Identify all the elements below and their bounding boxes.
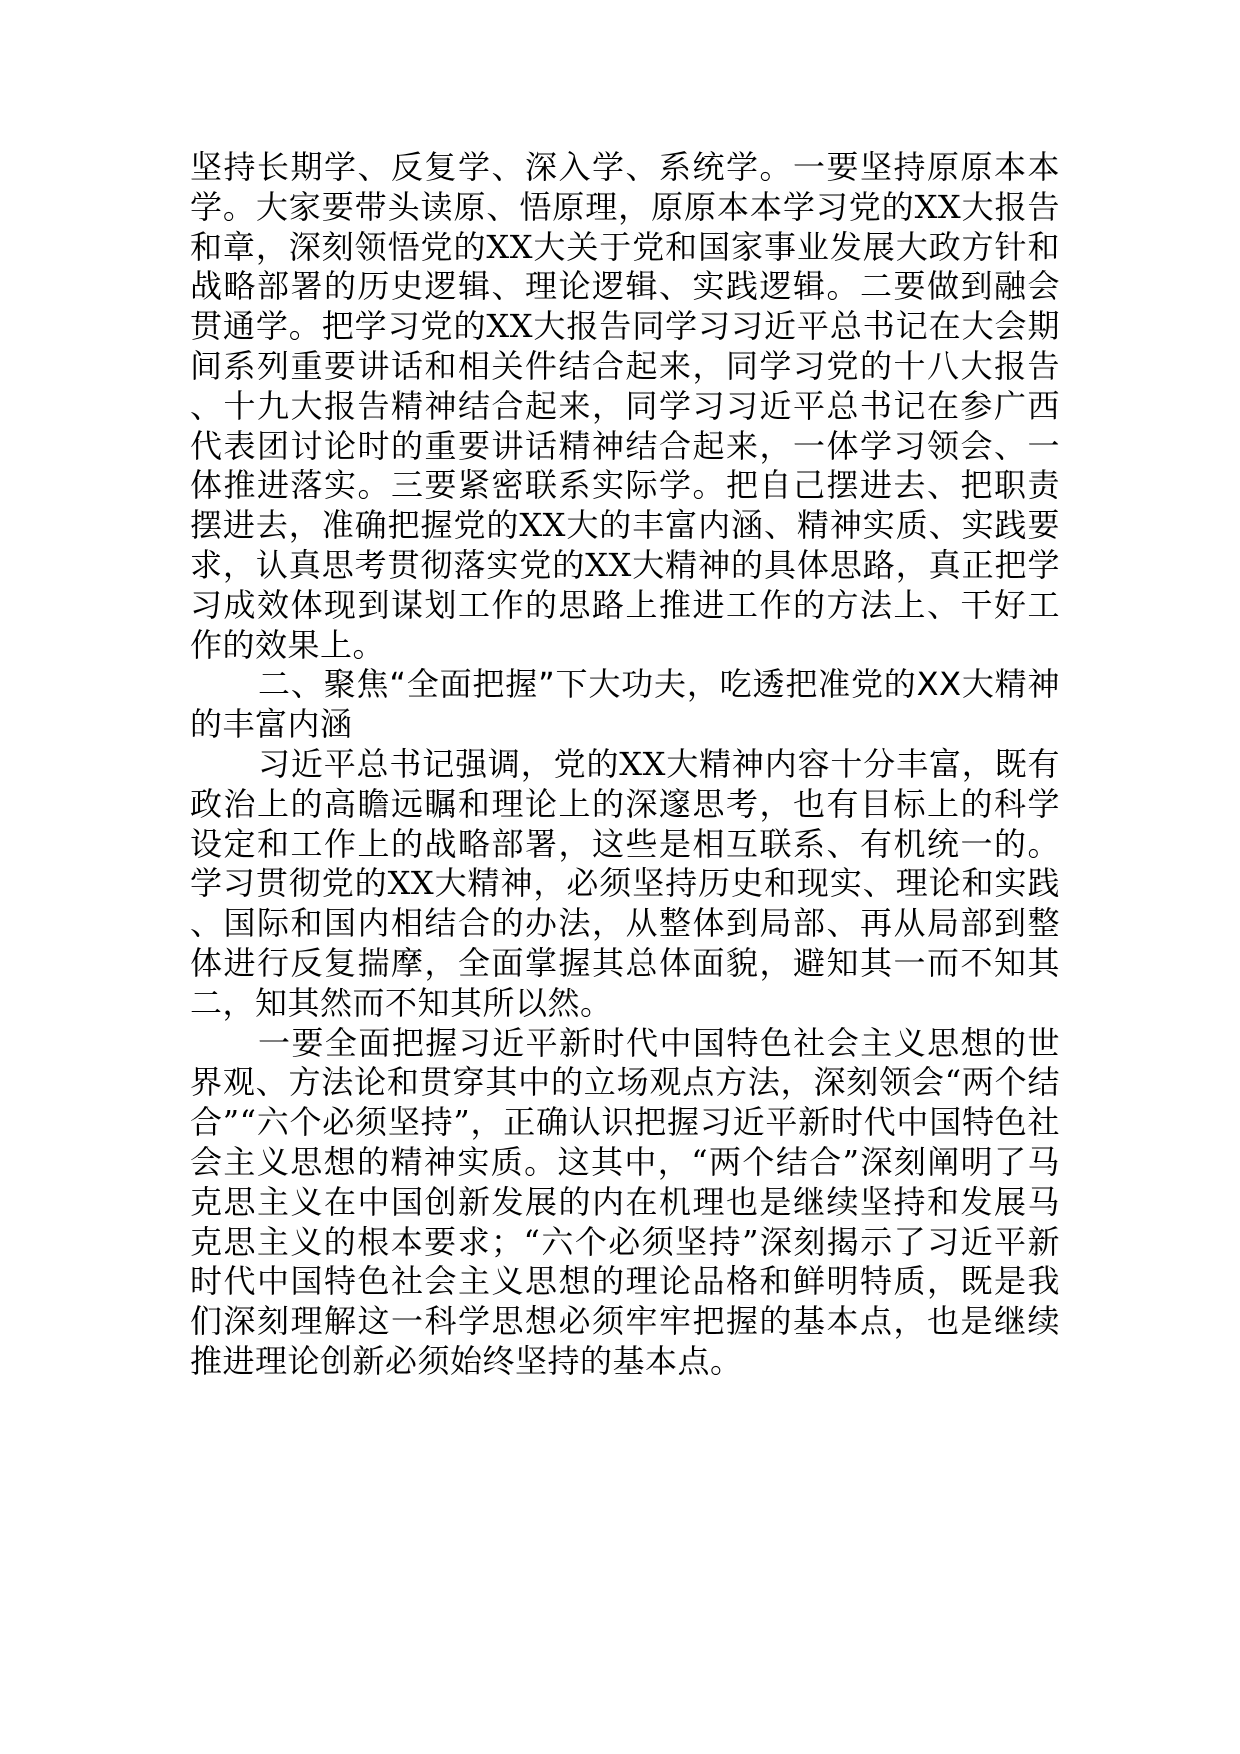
- paragraph-study-methods: 坚持长期学、反复学、深入学、系统学。一要坚持原原本本学。大家要带头读原、悟原理，原原本本学习党的XX大报告和章，深刻领悟党的XX大关于党和国家事业发展大政方针和战略部署的历史逻辑、理论逻辑、实践逻辑。二要做到融会贯通学。把学习党的XX大报告同学习习近平总书记在大会期间系列重要讲话和相关件结合起来，同学习党的十八大报告、十九大报告精神结合起来，同学习习近平总书记在参广西代表团讨论时的重要讲话精神结合起来，一体学习领会、一体推进落实。三要紧密联系实际学。把自己摆进去、把职责摆进去，准确把握党的XX大的丰富内涵、精神实质、实践要求，认真思考贯彻落实党的XX大精神的具体思路，真正把学习成效体现到谋划工作的思路上推进工作的方法上、干好工作的效果上。: [190, 148, 1060, 664]
- paragraph-spirit-content: 习近平总书记强调，党的XX大精神内容十分丰富，既有政治上的高瞻远瞩和理论上的深邃思考，也有目标上的科学设定和工作上的战略部署，这些是相互联系、有机统一的。学习贯彻党的XX大精神，必须坚持历史和现实、理论和实践、国际和国内相结合的办法，从整体到局部、再从局部到整体进行反复揣摩，全面掌握其总体面貌，避知其一而不知其二，知其然而不知其所以然。: [190, 744, 1060, 1022]
- section-heading-two: 二、聚焦“全面把握”下大功夫，吃透把准党的XX大精神的丰富内涵: [190, 665, 1060, 744]
- paragraph-thought-worldview: 一要全面把握习近平新时代中国特色社会主义思想的世界观、方法论和贯穿其中的立场观点方法，深刻领会“两个结合”“六个必须坚持”，正确认识把握习近平新时代中国特色社会主义思想的精神实质。这其中，“两个结合”深刻阐明了马克思主义在中国创新发展的内在机理也是继续坚持和发展马克思主义的根本要求；“六个必须坚持”深刻揭示了习近平新时代中国特色社会主义思想的理论品格和鲜明特质，既是我们深刻理解这一科学思想必须牢牢把握的基本点，也是继续推进理论创新必须始终坚持的基本点。: [190, 1023, 1060, 1380]
- document-body: [190, 148, 1060, 1382]
